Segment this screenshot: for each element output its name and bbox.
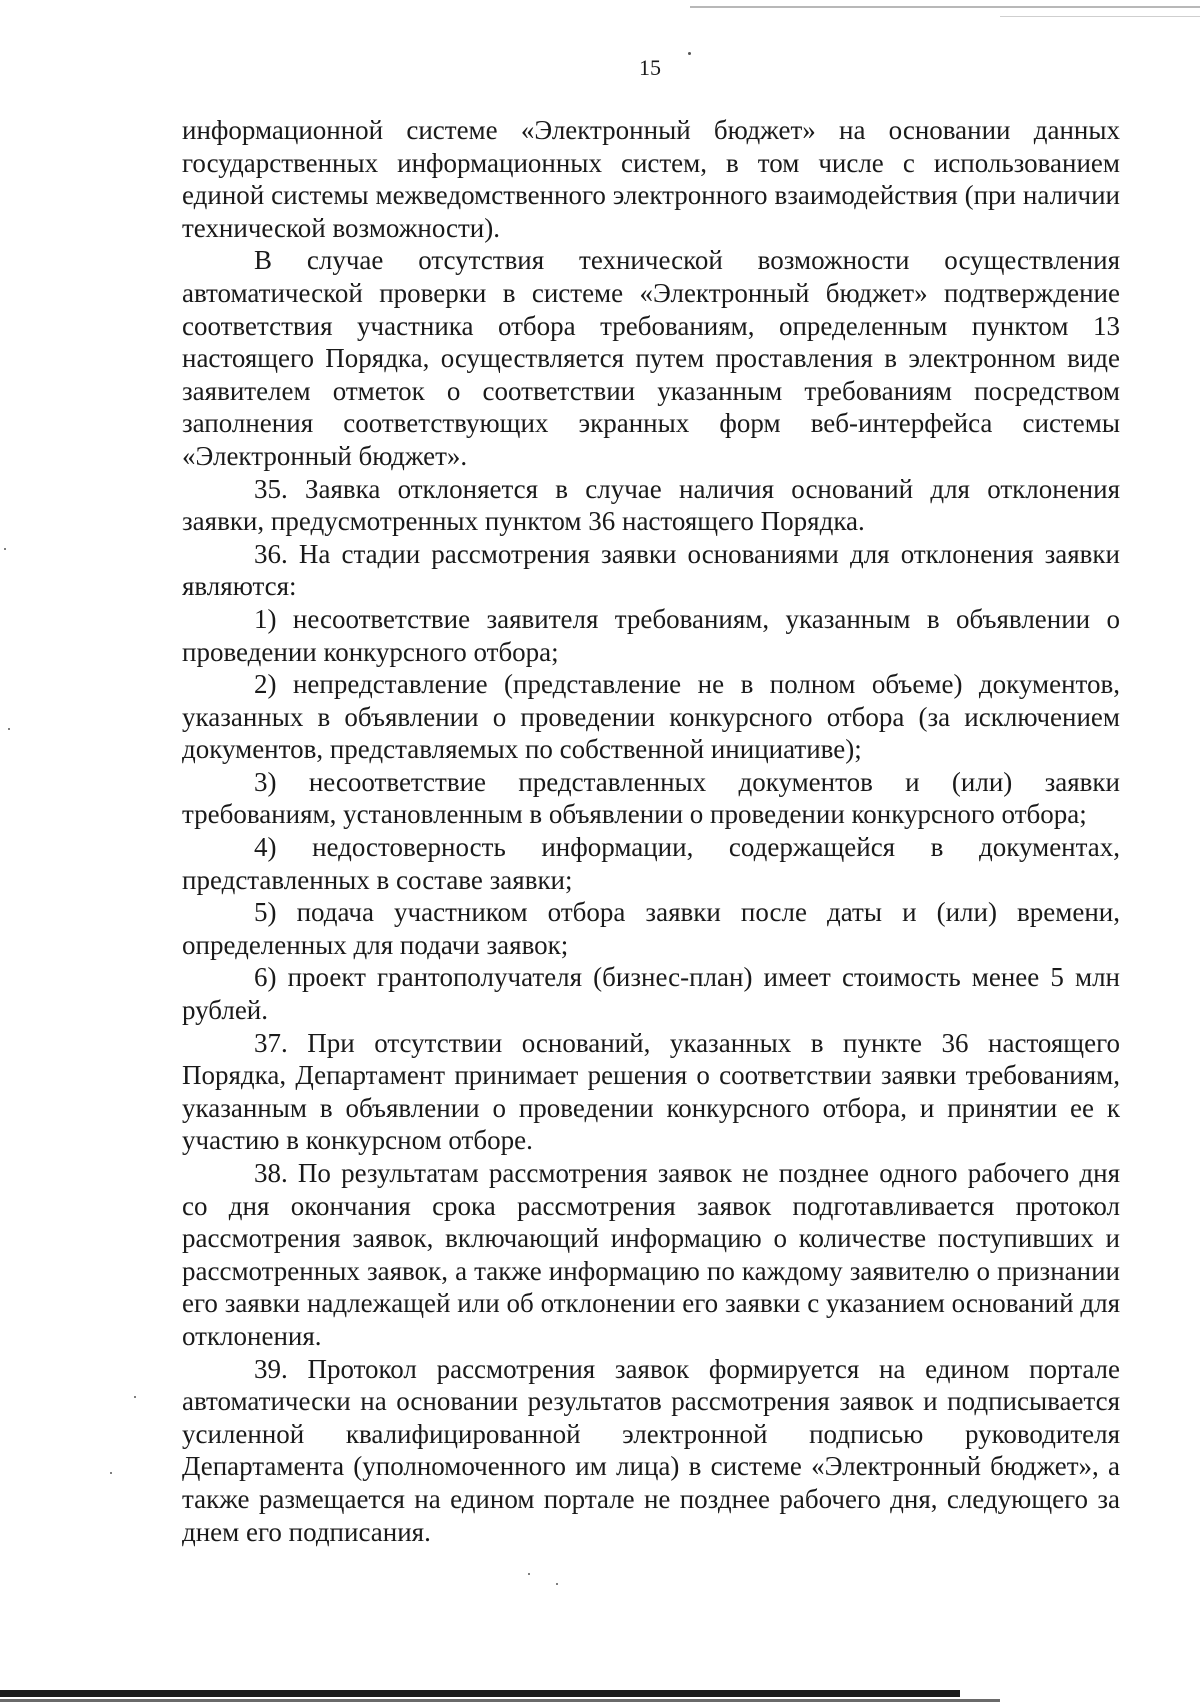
scan-speck [8, 728, 10, 730]
paragraph-36-item-4: 4) недостоверность информации, содержащейся в документах, представленных в составе заявки; [182, 832, 1120, 895]
paragraph-36-item-3: 3) несоответствие представленных документов и (или) заявки требованиям, установленным в объявлении о проведении конкурсного отбора; [182, 766, 1120, 830]
paragraph-35: 35. Заявка отклоняется в случае наличия оснований для отклонения заявки, предусмотренных пунктом 36 настоящего Порядка. [182, 473, 1120, 537]
scan-edge-bottom-shadow [0, 1699, 1000, 1702]
scan-edge-top [690, 6, 1200, 8]
scan-speck [528, 1573, 530, 1575]
paragraph-no-technical-possibility: В случае отсутствия технической возможности осуществления автоматической проверки в системе «Электронный бюджет» подтверждение соответствия участника отбора требованиям, определенным пунктом 13 настоящего Порядка, осуществляется путем проставления в электронном виде заявителем отметок о соответствии указанным требованиям посредством заполнения соответствующих экранных форм веб-интерфейса системы «Электронный бюджет». [182, 245, 1120, 471]
scan-speck [688, 52, 691, 55]
paragraph-36-item-1: 1) несоответствие заявителя требованиям, указанным в объявлении о проведении конкурсного отбора; [182, 603, 1120, 667]
scan-edge-bottom [0, 1690, 960, 1697]
paragraph-36-item-5: 5) подача участником отбора заявки после даты и (или) времени, определенных для подачи заявок; [182, 897, 1120, 960]
page-number: 15 [639, 55, 661, 80]
scan-edge-top-faint [1000, 16, 1200, 17]
document-body [182, 114, 1120, 1548]
scan-speck [110, 1472, 112, 1474]
paragraph-38: 38. По результатам рассмотрения заявок не позднее одного рабочего дня со дня окончания срока рассмотрения заявок подготавливается протокол рассмотрения заявок, включающий информацию о количестве поступивших и рассмотренных заявок, а также информацию по каждому заявителю о признании его заявки надлежащей или об отклонении его заявки с указанием оснований для отклонения. [182, 1158, 1120, 1351]
paragraph-36-item-6: 6) проект грантополучателя (бизнес-план) имеет стоимость менее 5 млн рублей. [182, 962, 1120, 1026]
scan-speck [134, 1396, 136, 1398]
scan-speck [4, 548, 6, 550]
paragraph-continuation: информационной системе «Электронный бюджет» на основании данных государственных информационных систем, в том числе с использованием единой системы межведомственного электронного взаимодействия (при наличии технической возможности). [182, 115, 1120, 243]
paragraph-37: 37. При отсутствии оснований, указанных в пункте 36 настоящего Порядка, Департамент принимает решения о соответствии заявки требованиям, указанным в объявлении о проведении конкурсного отбора, и принятии ее к участию в конкурсном отборе. [182, 1027, 1120, 1156]
paragraph-36: 36. На стадии рассмотрения заявки основаниями для отклонения заявки являются: [182, 538, 1120, 602]
paragraph-36-item-2: 2) непредставление (представление не в полном объеме) документов, указанных в объявлении о проведении конкурсного отбора (за исключением документов, представляемых по собственной инициативе); [182, 669, 1120, 765]
scan-speck [556, 1583, 558, 1585]
paragraph-39: 39. Протокол рассмотрения заявок формируется на едином портале автоматически на основании результатов рассмотрения заявок и подписывается усиленной квалифицированной электронной подписью руководителя Департамента (уполномоченного им лица) в системе «Электронный бюджет», а также размещается на едином портале не позднее рабочего дня, следующего за днем его подписания. [182, 1353, 1120, 1547]
